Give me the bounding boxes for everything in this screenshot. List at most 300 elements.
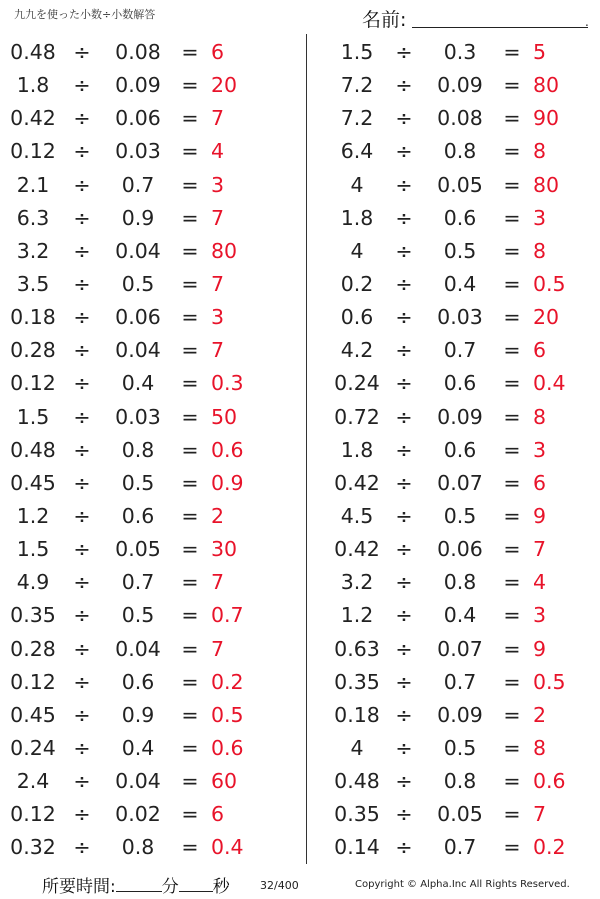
equals-sign: = (503, 106, 521, 131)
dividend: 0.24 (334, 371, 380, 396)
problem-row (0, 798, 278, 831)
divide-sign: ÷ (73, 271, 91, 296)
divide-sign: ÷ (395, 570, 413, 595)
problem-row (322, 599, 600, 632)
equals-sign: = (503, 603, 521, 628)
equals-sign: = (503, 271, 521, 296)
answer: 3 (211, 305, 225, 330)
problem-row (0, 102, 278, 135)
equals-sign: = (503, 636, 521, 661)
dividend: 1.5 (340, 40, 374, 64)
divisor: 0.06 (115, 106, 161, 131)
dividend: 3.2 (340, 570, 374, 595)
problem-row (322, 633, 600, 666)
equals-sign: = (181, 139, 199, 164)
divide-sign: ÷ (73, 603, 91, 628)
dividend: 0.63 (334, 636, 380, 661)
divisor: 0.8 (443, 769, 477, 794)
name-dot: . (585, 15, 589, 29)
answer: 0.7 (211, 603, 244, 628)
problem-row (0, 566, 278, 599)
answer: 3 (211, 172, 225, 197)
divisor: 0.08 (115, 40, 161, 64)
dividend: 1.2 (16, 503, 50, 528)
equals-sign: = (181, 702, 199, 727)
problem-row (322, 367, 600, 400)
problem-row (322, 566, 600, 599)
answer: 0.4 (533, 371, 566, 396)
equals-sign: = (181, 537, 199, 562)
equals-sign: = (181, 636, 199, 661)
divide-sign: ÷ (395, 404, 413, 429)
equals-sign: = (181, 238, 199, 263)
dividend: 0.35 (10, 603, 56, 628)
divide-sign: ÷ (73, 305, 91, 330)
minutes-unit: 分 (161, 877, 179, 897)
answer: 60 (211, 769, 238, 794)
divisor: 0.6 (443, 205, 477, 230)
answer: 3 (533, 603, 547, 628)
equals-sign: = (181, 338, 199, 363)
dividend: 0.35 (334, 669, 380, 694)
equals-sign: = (503, 73, 521, 98)
divisor: 0.4 (443, 603, 477, 628)
problem-row (0, 434, 278, 467)
problem-row (0, 831, 278, 864)
equals-sign: = (181, 769, 199, 794)
equals-sign: = (503, 371, 521, 396)
answer: 7 (533, 802, 547, 827)
problem-row (322, 135, 600, 168)
divisor: 0.08 (437, 106, 483, 131)
divide-sign: ÷ (73, 205, 91, 230)
divide-sign: ÷ (395, 636, 413, 661)
problem-row (0, 69, 278, 102)
equals-sign: = (503, 404, 521, 429)
seconds-unit: 秒 (212, 877, 230, 897)
answer: 2 (211, 503, 225, 528)
equals-sign: = (503, 139, 521, 164)
equals-sign: = (181, 205, 199, 230)
answer: 7 (533, 537, 547, 562)
answer: 0.6 (533, 769, 566, 794)
divide-sign: ÷ (395, 172, 413, 197)
divide-sign: ÷ (73, 139, 91, 164)
answer: 9 (533, 636, 547, 661)
divisor: 0.7 (443, 669, 477, 694)
divisor: 0.7 (443, 835, 477, 860)
problem-row (0, 169, 278, 202)
problem-row (322, 235, 600, 268)
dividend: 4.2 (340, 338, 374, 363)
divisor: 0.03 (115, 139, 161, 164)
dividend: 0.6 (340, 305, 374, 330)
problem-row (0, 699, 278, 732)
answer: 4 (533, 570, 547, 595)
divisor: 0.5 (443, 503, 477, 528)
divide-sign: ÷ (73, 769, 91, 794)
dividend: 2.1 (16, 172, 50, 197)
dividend: 0.45 (10, 702, 56, 727)
name-field (362, 5, 590, 31)
dividend: 0.18 (10, 305, 56, 330)
answer: 80 (533, 73, 560, 98)
problem-row (322, 401, 600, 434)
divisor: 0.07 (437, 636, 483, 661)
answer: 5 (533, 40, 547, 64)
divisor: 0.4 (443, 271, 477, 296)
divide-sign: ÷ (395, 305, 413, 330)
equals-sign: = (503, 305, 521, 330)
divide-sign: ÷ (395, 537, 413, 562)
equals-sign: = (503, 769, 521, 794)
answer: 6 (533, 470, 547, 495)
divisor: 0.06 (115, 305, 161, 330)
divisor: 0.9 (121, 702, 155, 727)
dividend: 0.48 (334, 769, 380, 794)
divide-sign: ÷ (73, 702, 91, 727)
divisor: 0.03 (437, 305, 483, 330)
divisor: 0.04 (115, 338, 161, 363)
name-underline (412, 27, 588, 28)
divide-sign: ÷ (395, 73, 413, 98)
divide-sign: ÷ (73, 371, 91, 396)
answer: 8 (533, 735, 547, 760)
divide-sign: ÷ (73, 570, 91, 595)
answer: 8 (533, 238, 547, 263)
divide-sign: ÷ (395, 603, 413, 628)
divide-sign: ÷ (395, 802, 413, 827)
answer: 0.2 (211, 669, 244, 694)
answer: 3 (533, 205, 547, 230)
answer: 0.5 (533, 271, 566, 296)
divisor: 0.02 (115, 802, 161, 827)
equals-sign: = (503, 702, 521, 727)
answer: 3 (533, 437, 547, 462)
divide-sign: ÷ (395, 40, 413, 64)
equals-sign: = (181, 503, 199, 528)
divide-sign: ÷ (73, 470, 91, 495)
problem-row (322, 169, 600, 202)
divisor: 0.09 (437, 404, 483, 429)
problem-row (0, 36, 278, 69)
equals-sign: = (503, 835, 521, 860)
problem-row (322, 268, 600, 301)
equals-sign: = (503, 205, 521, 230)
equals-sign: = (181, 305, 199, 330)
divide-sign: ÷ (73, 73, 91, 98)
answer: 50 (211, 404, 238, 429)
divide-sign: ÷ (395, 238, 413, 263)
dividend: 0.42 (334, 537, 380, 562)
problem-row (322, 334, 600, 367)
divide-sign: ÷ (395, 437, 413, 462)
answer: 80 (211, 238, 238, 263)
dividend: 4 (350, 238, 364, 263)
dividend: 0.42 (334, 470, 380, 495)
answer: 0.5 (211, 702, 244, 727)
divisor: 0.6 (443, 437, 477, 462)
problem-row (322, 467, 600, 500)
equals-sign: = (181, 73, 199, 98)
answer: 20 (533, 305, 560, 330)
divide-sign: ÷ (395, 769, 413, 794)
equals-sign: = (181, 371, 199, 396)
problem-row (322, 102, 600, 135)
dividend: 0.72 (334, 404, 380, 429)
divisor: 0.5 (121, 271, 155, 296)
answer: 6 (211, 802, 225, 827)
equals-sign: = (503, 570, 521, 595)
time-label: 所要時間: (42, 877, 116, 897)
divide-sign: ÷ (395, 271, 413, 296)
divisor: 0.07 (437, 470, 483, 495)
problem-row (0, 666, 278, 699)
problem-row (322, 765, 600, 798)
problem-row (0, 765, 278, 798)
minutes-blank (116, 891, 162, 892)
divisor: 0.5 (443, 735, 477, 760)
equals-sign: = (181, 802, 199, 827)
answer: 4 (211, 139, 225, 164)
divide-sign: ÷ (73, 40, 91, 64)
answer: 7 (211, 106, 225, 131)
problem-row (0, 135, 278, 168)
equals-sign: = (503, 503, 521, 528)
equals-sign: = (181, 570, 199, 595)
dividend: 0.28 (10, 338, 56, 363)
dividend: 1.2 (340, 603, 374, 628)
answer: 7 (211, 570, 225, 595)
dividend: 4 (350, 735, 364, 760)
dividend: 1.8 (16, 73, 50, 98)
problem-row (322, 69, 600, 102)
answer: 20 (211, 73, 238, 98)
equals-sign: = (181, 735, 199, 760)
divisor: 0.8 (121, 835, 155, 860)
divide-sign: ÷ (73, 106, 91, 131)
divisor: 0.8 (443, 570, 477, 595)
problem-row (0, 401, 278, 434)
answer: 6 (533, 338, 547, 363)
answer: 90 (533, 106, 560, 131)
divide-sign: ÷ (73, 338, 91, 363)
problem-row (322, 202, 600, 235)
dividend: 0.18 (334, 702, 380, 727)
equals-sign: = (503, 470, 521, 495)
equals-sign: = (503, 40, 521, 64)
dividend: 2.4 (16, 769, 50, 794)
dividend: 0.48 (10, 40, 56, 64)
page-number: 32/400 (260, 879, 299, 892)
dividend: 0.12 (10, 669, 56, 694)
problem-row (0, 599, 278, 632)
problem-row (0, 334, 278, 367)
dividend: 4 (350, 172, 364, 197)
divide-sign: ÷ (395, 835, 413, 860)
problem-row (322, 666, 600, 699)
answer: 7 (211, 636, 225, 661)
answer: 0.9 (211, 470, 244, 495)
equals-sign: = (503, 669, 521, 694)
problem-row (0, 467, 278, 500)
answer: 7 (211, 205, 225, 230)
divide-sign: ÷ (73, 835, 91, 860)
name-label: 名前: (362, 9, 407, 31)
equals-sign: = (503, 172, 521, 197)
divisor: 0.3 (443, 40, 477, 64)
problem-row (322, 732, 600, 765)
problem-row (0, 268, 278, 301)
equals-sign: = (181, 603, 199, 628)
divide-sign: ÷ (73, 636, 91, 661)
left-problem-column (0, 36, 278, 865)
answer: 30 (211, 537, 238, 562)
divisor: 0.4 (121, 735, 155, 760)
equals-sign: = (181, 669, 199, 694)
divisor: 0.03 (115, 404, 161, 429)
problem-row (0, 732, 278, 765)
problem-row (322, 831, 600, 864)
divisor: 0.8 (443, 139, 477, 164)
divisor: 0.05 (115, 537, 161, 562)
worksheet-title: 九九を使った小数÷小数解答 (14, 8, 156, 21)
divide-sign: ÷ (395, 503, 413, 528)
equals-sign: = (503, 437, 521, 462)
dividend: 6.3 (16, 205, 50, 230)
divisor: 0.7 (121, 172, 155, 197)
dividend: 0.14 (334, 835, 380, 860)
divide-sign: ÷ (73, 238, 91, 263)
dividend: 0.42 (10, 106, 56, 131)
divisor: 0.06 (437, 537, 483, 562)
problem-row (0, 301, 278, 334)
answer: 0.2 (533, 835, 566, 860)
dividend: 0.2 (340, 271, 374, 296)
equals-sign: = (181, 271, 199, 296)
divisor: 0.5 (443, 238, 477, 263)
answer: 80 (533, 172, 560, 197)
divisor: 0.04 (115, 769, 161, 794)
equals-sign: = (503, 802, 521, 827)
dividend: 1.5 (16, 404, 50, 429)
dividend: 0.32 (10, 835, 56, 860)
divide-sign: ÷ (73, 537, 91, 562)
dividend: 7.2 (340, 106, 374, 131)
problem-row (0, 367, 278, 400)
divide-sign: ÷ (73, 404, 91, 429)
copyright-notice: Copyright © Alpha.Inc All Rights Reserved. (355, 879, 570, 890)
problem-row (322, 301, 600, 334)
equals-sign: = (503, 537, 521, 562)
problem-row (322, 798, 600, 831)
answer: 0.4 (211, 835, 244, 860)
problem-row (322, 500, 600, 533)
divisor: 0.6 (443, 371, 477, 396)
divide-sign: ÷ (395, 669, 413, 694)
column-divider (306, 34, 307, 864)
answer: 2 (533, 702, 547, 727)
divide-sign: ÷ (395, 106, 413, 131)
equals-sign: = (503, 735, 521, 760)
answer: 9 (533, 503, 547, 528)
equals-sign: = (181, 470, 199, 495)
answer: 0.5 (533, 669, 566, 694)
answer: 7 (211, 338, 225, 363)
divide-sign: ÷ (395, 139, 413, 164)
time-taken (42, 872, 230, 897)
dividend: 3.5 (16, 271, 50, 296)
divide-sign: ÷ (73, 503, 91, 528)
dividend: 0.12 (10, 371, 56, 396)
divisor: 0.09 (437, 73, 483, 98)
answer: 0.6 (211, 437, 244, 462)
equals-sign: = (181, 106, 199, 131)
answer: 0.3 (211, 371, 244, 396)
dividend: 0.24 (10, 735, 56, 760)
equals-sign: = (181, 437, 199, 462)
divide-sign: ÷ (73, 437, 91, 462)
divide-sign: ÷ (395, 371, 413, 396)
divisor: 0.5 (121, 470, 155, 495)
divisor: 0.6 (121, 669, 155, 694)
equals-sign: = (181, 40, 199, 64)
dividend: 4.5 (340, 503, 374, 528)
problem-row (0, 500, 278, 533)
dividend: 0.48 (10, 437, 56, 462)
equals-sign: = (181, 835, 199, 860)
problem-row (0, 235, 278, 268)
divisor: 0.05 (437, 172, 483, 197)
divide-sign: ÷ (395, 205, 413, 230)
divisor: 0.04 (115, 636, 161, 661)
dividend: 0.12 (10, 802, 56, 827)
divide-sign: ÷ (395, 338, 413, 363)
divide-sign: ÷ (73, 669, 91, 694)
divide-sign: ÷ (395, 470, 413, 495)
divide-sign: ÷ (395, 735, 413, 760)
divisor: 0.9 (121, 205, 155, 230)
divisor: 0.7 (121, 570, 155, 595)
dividend: 7.2 (340, 73, 374, 98)
problem-row (0, 202, 278, 235)
divisor: 0.04 (115, 238, 161, 263)
divide-sign: ÷ (73, 802, 91, 827)
problem-row (322, 533, 600, 566)
equals-sign: = (181, 172, 199, 197)
problem-row (322, 434, 600, 467)
divisor: 0.09 (437, 702, 483, 727)
answer: 0.6 (211, 735, 244, 760)
answer: 6 (211, 40, 225, 64)
answer: 7 (211, 271, 225, 296)
dividend: 3.2 (16, 238, 50, 263)
answer: 8 (533, 139, 547, 164)
equals-sign: = (503, 238, 521, 263)
answer: 8 (533, 404, 547, 429)
dividend: 1.8 (340, 205, 374, 230)
problem-row (322, 36, 600, 69)
equals-sign: = (503, 338, 521, 363)
dividend: 6.4 (340, 139, 374, 164)
dividend: 1.5 (16, 537, 50, 562)
dividend: 0.45 (10, 470, 56, 495)
divisor: 0.4 (121, 371, 155, 396)
dividend: 0.28 (10, 636, 56, 661)
dividend: 0.12 (10, 139, 56, 164)
right-problem-column (322, 36, 600, 865)
divisor: 0.6 (121, 503, 155, 528)
